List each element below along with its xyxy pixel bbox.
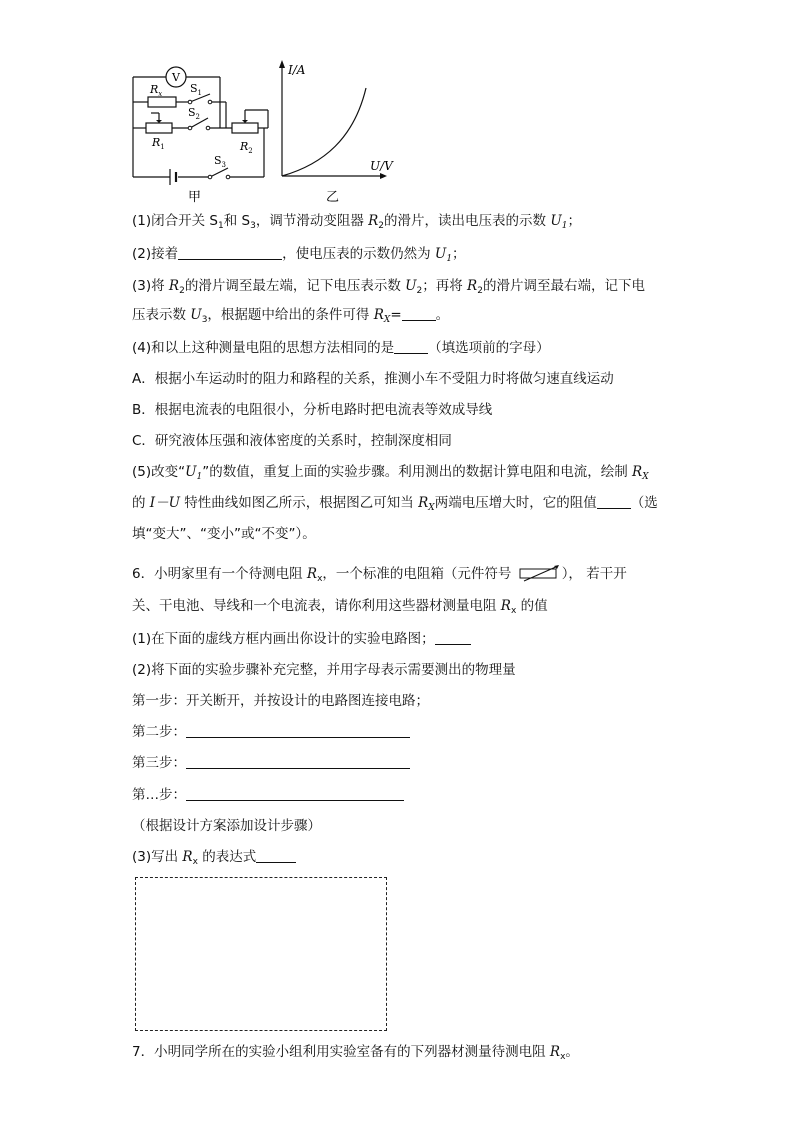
step-2: (2)接着 ，使电压表的示数仍然为 $U_1$； (132, 246, 466, 264)
q6-step-n: 第…步： (132, 786, 404, 804)
option-a: A．根据小车运动时的阻力和路程的关系，推测小车不受阻力时将做匀速直线运动 (132, 371, 614, 387)
step-5-line-2: 的 I－U 特性曲线如图乙所示，根据图乙可知当 $R_X$两端电压增大时，它的阻值 （选 (132, 495, 658, 513)
step-3-line-2: 压表示数 $U_3$，根据题中给出的条件可得 $R_X=$ 。 (132, 307, 450, 325)
iu-curve (282, 88, 366, 176)
answer-blank[interactable] (186, 754, 410, 769)
step-5-line-1: (5)改变“$U_1$”的数值，重复上面的实验步骤。利用测出的数据计算电阻和电流，绘制 $R_X$ (132, 464, 649, 482)
s1-label: S (190, 82, 198, 95)
option-c: C．研究液体压强和液体密度的关系时，控制深度相同 (132, 433, 452, 449)
answer-blank[interactable] (256, 848, 296, 863)
resistance-box-symbol-icon (516, 564, 562, 582)
answer-blank[interactable] (178, 245, 282, 260)
step-4: (4)和以上这种测量电阻的思想方法相同的是 （填选项前的字母） (132, 340, 550, 356)
q7-line: 7．小明同学所在的实验小组利用实验室备有的下列器材测量待测电阻 $R_x$。 (132, 1044, 579, 1062)
q6-line-2: 关、干电池、导线和一个电流表，请你利用这些器材测量电阻 $R_x$ 的值 (132, 598, 548, 616)
step-5-line-3: 填“变大”、“变小”或“不变”）。 (132, 526, 316, 542)
circuit-caption: 甲 (188, 190, 202, 205)
answer-blank[interactable] (597, 494, 631, 509)
q6-step-1: 第一步：开关断开，并按设计的电路图连接电路； (132, 693, 429, 709)
q6-part-1: (1)在下面的虚线方框内画出你设计的实验电路图； (132, 630, 471, 648)
rx-label: R (150, 83, 159, 96)
svg-text:R1: $R_1$ (152, 136, 165, 151)
answer-blank[interactable] (435, 630, 471, 645)
q6-part-3: (3)写出 $R_x$ 的表达式 (132, 848, 296, 871)
s3-label: S (214, 154, 222, 167)
circuit-diagram (128, 60, 278, 205)
svg-text:S2: $S_2$ (188, 106, 201, 121)
svg-text:S3: $S_3$ (214, 154, 227, 169)
voltmeter-label: V (172, 71, 180, 84)
iu-graph (274, 58, 404, 208)
svg-text:R2: $R_2$ (240, 140, 253, 155)
answer-blank[interactable] (394, 339, 428, 354)
svg-text:Rx: $R_x$ (150, 83, 163, 98)
q6-note: （根据设计方案添加设计步骤） (132, 818, 321, 834)
graph-caption: 乙 (326, 190, 340, 205)
graph-x-label: U/V (370, 159, 393, 173)
r2-label: R (240, 140, 249, 153)
answer-blank[interactable] (186, 723, 410, 738)
q6-step-2: 第二步： (132, 723, 410, 741)
option-b: B．根据电流表的电阻很小，分析电路时把电流表等效成导线 (132, 402, 493, 418)
graph-y-label: I/A (288, 63, 306, 77)
answer-blank[interactable] (402, 306, 436, 321)
step-1: (1)闭合开关 $S_1$和 $S_3$，调节滑动变阻器 $R_2$的滑片，读出电压表的示数 $U_1$； (132, 213, 581, 231)
r1-label: R (152, 136, 161, 149)
answer-blank[interactable] (186, 786, 404, 801)
circuit-drawing-box[interactable] (135, 877, 387, 1031)
q6-step-3: 第三步： (132, 754, 410, 772)
step-3-line-1: (3)将 $R_2$的滑片调至最左端，记下电压表示数 $U_2$；再将 $R_2$的滑片调至最右端，记下电 (132, 278, 645, 296)
svg-text:S1: $S_1$ (190, 82, 203, 97)
q6-line-1: 6．小明家里有一个待测电阻 $R_x$，一个标准的电阻箱（元件符号 ）， 若干开 (132, 566, 627, 584)
q6-part-2: (2)将下面的实验步骤补充完整，并用字母表示需要测出的物理量 (132, 662, 516, 678)
s2-label: S (188, 106, 196, 119)
